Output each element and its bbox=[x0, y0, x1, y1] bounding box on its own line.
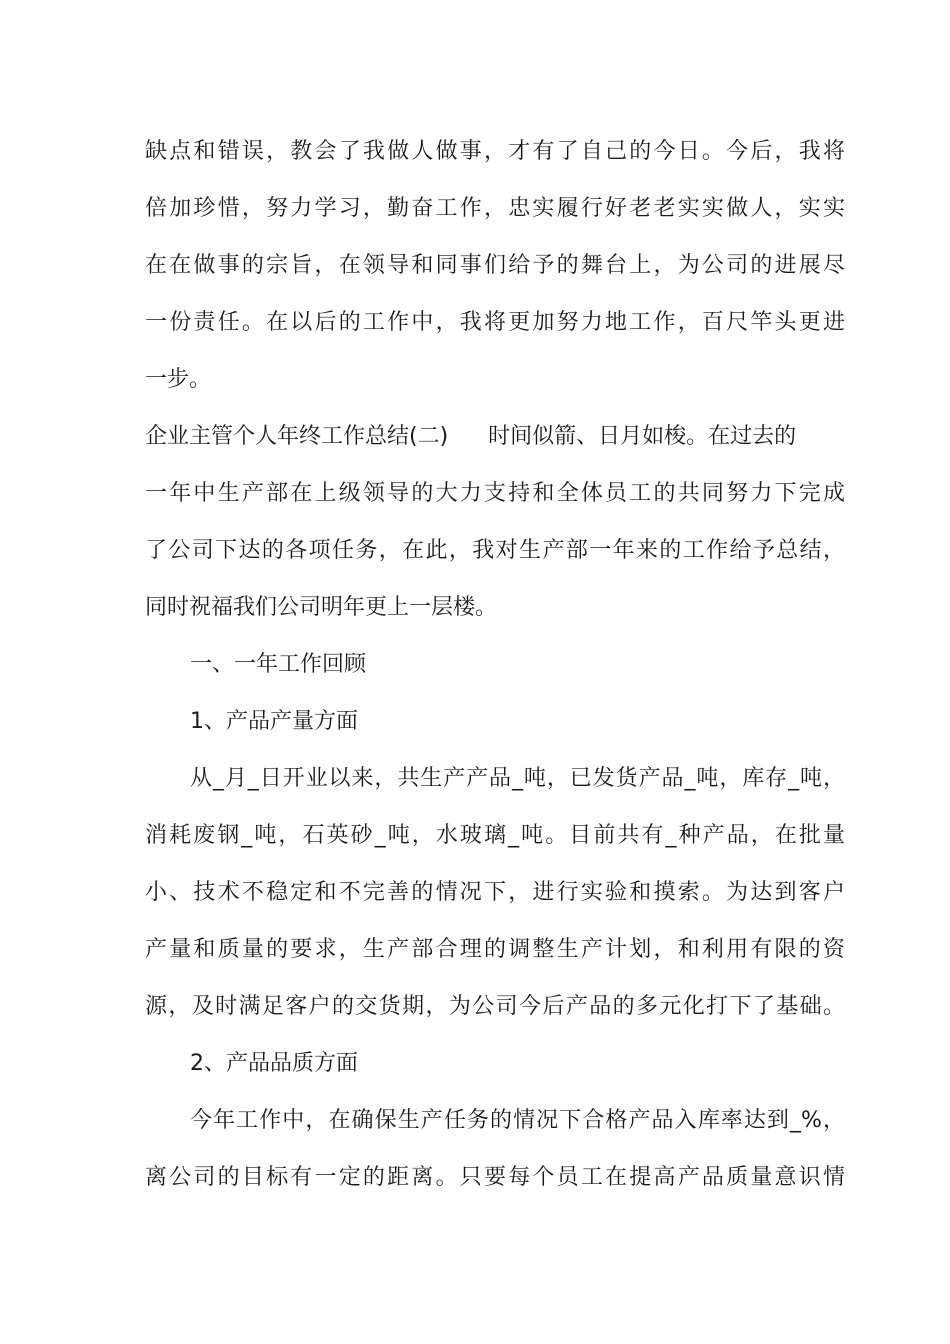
text-line: 一步。 bbox=[145, 367, 212, 392]
paragraph-first-line: 从_月_日开业以来，共生产产品_吨，已发货产品_吨，库存_吨， bbox=[190, 766, 845, 791]
text-line: 缺点和错误，教会了我做人做事，才有了自己的今日。今后，我将 bbox=[145, 139, 845, 164]
text-line: 了公司下达的各项任务，在此，我对生产部一年来的工作给予总结， bbox=[145, 538, 845, 563]
text-line: 产量和质量的要求，生产部合理的调整生产计划，和利用有限的资 bbox=[145, 937, 845, 962]
text-line: 倍加珍惜，努力学习，勤奋工作，忠实履行好老老实实做人，实实 bbox=[145, 196, 845, 221]
text-line: 源，及时满足客户的交货期，为公司今后产品的多元化打下了基础。 bbox=[145, 994, 845, 1019]
heading-1: 一、一年工作回顾 bbox=[190, 652, 367, 677]
text-line: 一年中生产部在上级领导的大力支持和全体员工的共同努力下完成 bbox=[145, 481, 845, 506]
paragraph-first-line: 今年工作中，在确保生产任务的情况下合格产品入库率达到_%， bbox=[190, 1108, 845, 1133]
text-line: 在在做事的宗旨，在领导和同事们给予的舞台上，为公司的进展尽 bbox=[145, 253, 845, 278]
sub-heading-1: 1、产品产量方面 bbox=[190, 709, 358, 734]
sub-heading-2: 2、产品品质方面 bbox=[190, 1051, 358, 1076]
section-title-line bbox=[145, 417, 845, 457]
text-line: 一份责任。在以后的工作中，我将更加努力地工作，百尺竿头更进 bbox=[145, 310, 845, 335]
text-line: 消耗废钢_吨，石英砂_吨，水玻璃_吨。目前共有_种产品，在批量 bbox=[145, 823, 845, 848]
text-line: 同时祝福我们公司明年更上一层楼。 bbox=[145, 595, 498, 620]
section-intro: 时间似箭、日月如梭。在过去的 bbox=[488, 424, 797, 449]
text-line: 离公司的目标有一定的距离。只要每个员工在提高产品质量意识情 bbox=[145, 1165, 845, 1190]
section-title: 企业主管个人年终工作总结(二) bbox=[145, 424, 449, 449]
text-line: 小、技术不稳定和不完善的情况下，进行实验和摸索。为达到客户 bbox=[145, 880, 845, 905]
